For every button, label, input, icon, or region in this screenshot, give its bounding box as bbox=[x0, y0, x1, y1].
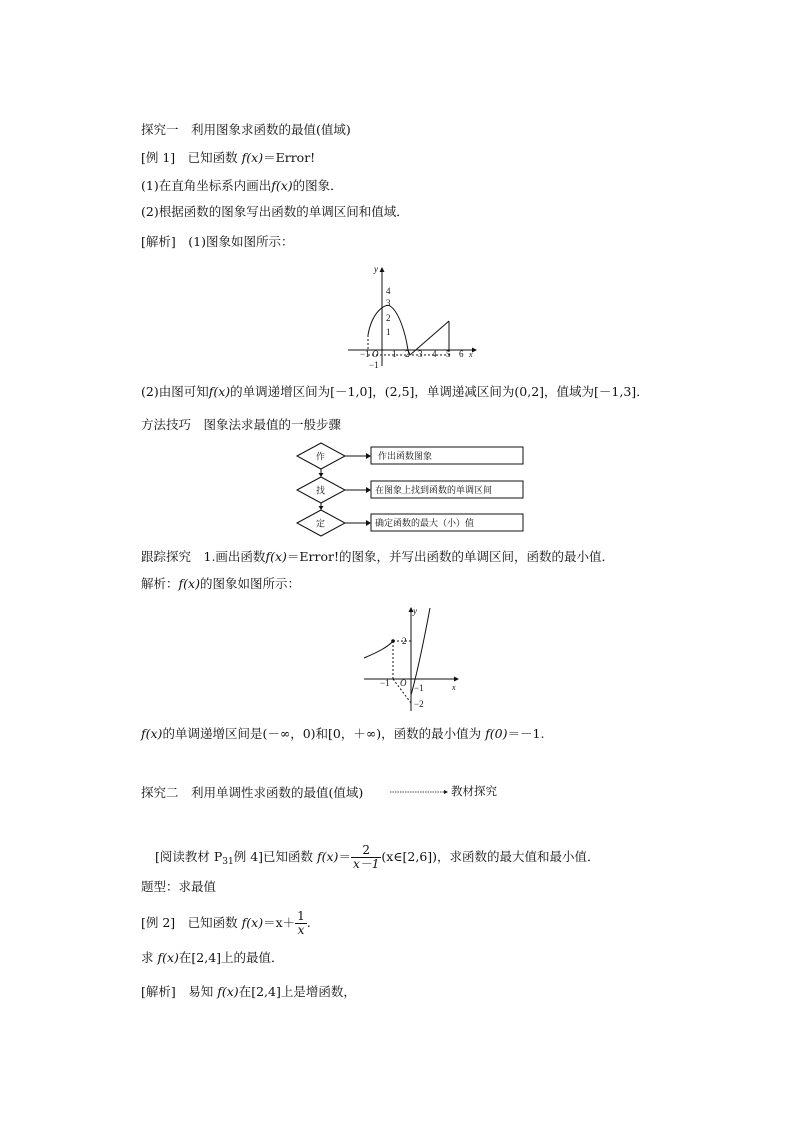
q1-end: 的图象． bbox=[292, 178, 343, 193]
fx: f(x) bbox=[208, 384, 231, 399]
fx: f(x) bbox=[141, 726, 163, 741]
page-subscript: 31 bbox=[222, 857, 234, 867]
numerator: 1 bbox=[297, 909, 305, 923]
track-sol-label: 解析： bbox=[141, 576, 179, 591]
flow-step-label: 找 bbox=[316, 486, 326, 497]
solution-1-line bbox=[141, 234, 293, 250]
example1-error: ＝Error! bbox=[263, 150, 316, 165]
tracking-solution bbox=[141, 576, 300, 592]
period: . bbox=[306, 915, 311, 930]
track-rest: ＝Error!的图象，并写出函数的单调区间，函数的最小值． bbox=[286, 549, 614, 564]
question-2: (2)根据函数的图象写出函数的单调区间和值域． bbox=[141, 204, 409, 219]
flow-box-label: 在图象上找到函数的单调区间 bbox=[375, 486, 493, 496]
graph1-ytick: 1 bbox=[386, 327, 391, 337]
graph2-y-label: y bbox=[413, 606, 417, 616]
example1-label: [例 1] 已知函数 bbox=[141, 150, 242, 165]
graph1-origin: O bbox=[372, 349, 379, 359]
solution-2-line bbox=[141, 984, 356, 1000]
solution-label: [解析] bbox=[141, 984, 176, 999]
graph1-xtick: 5 bbox=[446, 349, 451, 359]
f0: f(0) bbox=[485, 726, 508, 741]
flow-step-label: 定 bbox=[316, 519, 326, 530]
graph1-ytick: 2 bbox=[386, 313, 391, 323]
q1-text: (1)在直角坐标系内画出 bbox=[141, 178, 272, 193]
solution-text: (1)图象如图所示： bbox=[175, 234, 294, 249]
fx: f(x) bbox=[241, 150, 264, 165]
read-end: (x∈[2,6])，求函数的最大值和最小值． bbox=[381, 849, 600, 864]
answer-2-rest: 的单调递增区间为[－1,0]，(2,5]，单调递减区间为(0,2]，值域为[－1,3]． bbox=[230, 384, 649, 399]
graph1-xtick: 4 bbox=[432, 349, 437, 359]
answer-2-text: (2)由图可知 bbox=[141, 384, 209, 399]
fraction bbox=[295, 910, 307, 937]
reading-exercise bbox=[155, 844, 600, 871]
graph2-ytick: −2 bbox=[414, 699, 424, 709]
tracking-answer bbox=[141, 726, 544, 742]
function-graph-1 bbox=[340, 262, 480, 372]
q-pre: 求 bbox=[141, 950, 158, 965]
graph2-x-label: x bbox=[452, 683, 456, 692]
section2-heading-line bbox=[141, 785, 363, 801]
fx: f(x) bbox=[157, 950, 179, 965]
method-title: 方法技巧 图象法求最值的一般步骤 bbox=[141, 417, 342, 432]
track-text: 跟踪探究 1.画出函数 bbox=[141, 549, 266, 564]
method-flowchart bbox=[290, 440, 530, 536]
graph1-xtick: −1 bbox=[360, 349, 370, 359]
read-mid: 例 4]已知函数 bbox=[233, 849, 317, 864]
graph1-ytick: 3 bbox=[386, 298, 391, 308]
denominator: x bbox=[297, 923, 305, 937]
track-ans-end: ＝－1. bbox=[507, 726, 545, 741]
sol2-rest: 在[2,4]上是增函数， bbox=[238, 984, 356, 999]
tracking-exercise bbox=[141, 549, 614, 565]
example2-label: [例 2] 已知函数 bbox=[141, 915, 242, 930]
section2-heading: 探究二 利用单调性求函数的最值(值域) bbox=[141, 785, 364, 800]
q-text: 在[2,4]上的最值． bbox=[178, 950, 284, 965]
example2-statement bbox=[141, 910, 311, 937]
graph1-ytick: 4 bbox=[386, 286, 391, 296]
graph1-y-label: y bbox=[374, 264, 378, 274]
sol2-pre: 易知 bbox=[175, 984, 218, 999]
graph1-xtick: 2 bbox=[405, 349, 410, 359]
graph2-ytick: −1 bbox=[414, 683, 424, 693]
fraction bbox=[351, 844, 381, 871]
track-sol-text: 的图象如图所示： bbox=[199, 576, 300, 591]
flow-step-label: 作 bbox=[316, 452, 326, 463]
denominator: x－1 bbox=[352, 857, 380, 871]
fx: f(x) bbox=[271, 178, 293, 193]
answer-2 bbox=[141, 384, 649, 400]
example1-statement bbox=[141, 150, 315, 166]
graph2-xtick: −1 bbox=[380, 678, 390, 688]
flow-box-label: 作出函数图象 bbox=[378, 452, 433, 462]
graph1-x-label: x bbox=[469, 350, 473, 359]
section1-heading: 探究一 利用图象求函数的最值(值域) bbox=[141, 122, 351, 137]
graph1-xtick: 3 bbox=[418, 349, 423, 359]
graph1-xtick: 1 bbox=[392, 349, 397, 359]
graph1-xtick: 6 bbox=[459, 349, 464, 359]
question-1 bbox=[141, 178, 343, 194]
numerator: 2 bbox=[351, 844, 381, 858]
function-graph-2 bbox=[360, 603, 465, 711]
track-ans-text: 的单调递增区间是(－∞，0)和[0，＋∞)，函数的最小值为 bbox=[162, 726, 486, 741]
example2-question bbox=[141, 950, 284, 966]
flow-box-label: 确定函数的最大（小）值 bbox=[375, 519, 475, 529]
read-text: [阅读教材 P bbox=[155, 849, 223, 864]
fx: f(x) bbox=[265, 549, 287, 564]
textbook-tag: 教材探究 bbox=[451, 784, 497, 798]
fx: f(x) bbox=[217, 984, 239, 999]
equals: ＝x＋ bbox=[263, 915, 296, 930]
problem-type: 题型：求最值 bbox=[141, 879, 217, 894]
fx: f(x) bbox=[241, 915, 264, 930]
graph2-origin: O bbox=[400, 678, 407, 688]
fx: f(x) bbox=[317, 849, 339, 864]
graph2-ytick: 2 bbox=[402, 636, 407, 646]
equals: ＝ bbox=[338, 849, 351, 864]
fx: f(x) bbox=[178, 576, 200, 591]
solution-label: [解析] bbox=[141, 234, 176, 249]
graph1-ytick: −1 bbox=[369, 360, 379, 370]
section2-arrow bbox=[388, 788, 448, 796]
